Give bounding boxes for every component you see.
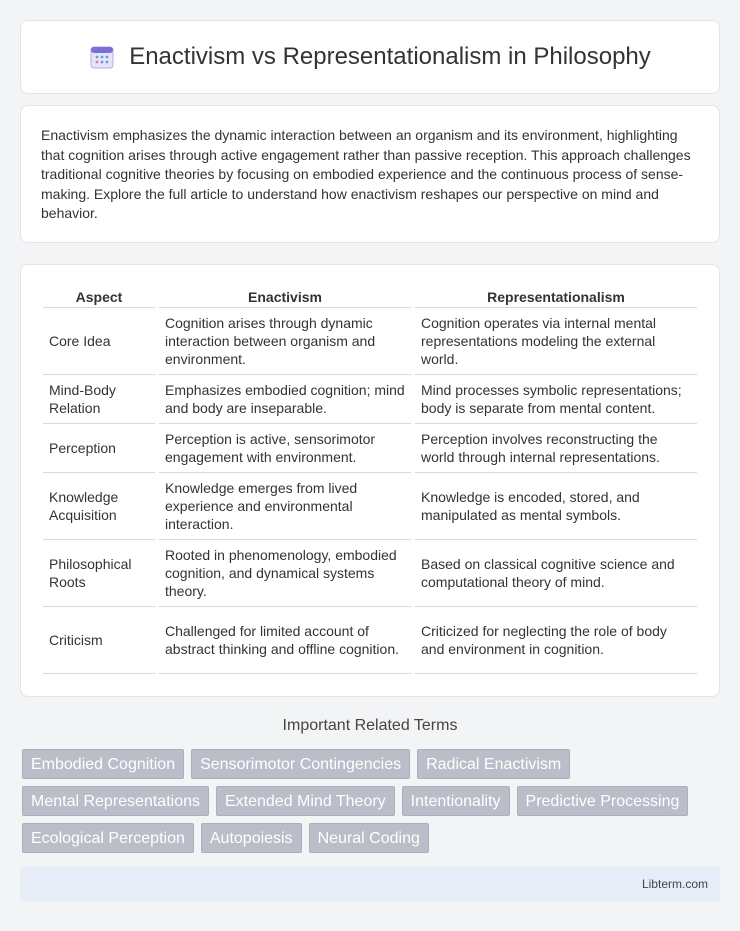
- tag-neural-coding[interactable]: Neural Coding: [309, 823, 429, 853]
- tag-embodied-cognition[interactable]: Embodied Cognition: [22, 749, 184, 779]
- table-row: [43, 473, 697, 540]
- tag-ecological-perception[interactable]: Ecological Perception: [22, 823, 194, 853]
- intro-text: Enactivism emphasizes the dynamic interaction between an organism and its environment, highlighting that cognition arises through active engagement rather than passive reception. This approach challenges traditional cognitive theories by focusing on embodied experience and the continuous process of sense-making. Explore the full article to understand how enactivism reshapes our perspective on mind and behavior.: [41, 127, 691, 221]
- comparison-table-card: [20, 264, 720, 697]
- footer: [20, 867, 720, 901]
- cell-representationalism: Criticized for neglecting the role of body and environment in cognition.: [415, 607, 697, 674]
- cell-aspect: Philosophical Roots: [43, 540, 155, 607]
- cell-aspect: Knowledge Acquisition: [43, 473, 155, 540]
- header-card: [20, 20, 720, 94]
- related-terms-tags: [22, 749, 722, 860]
- tag-sensorimotor-contingencies[interactable]: Sensorimotor Contingencies: [191, 749, 410, 779]
- header-aspect: Aspect: [43, 283, 155, 308]
- table-row: [43, 424, 697, 473]
- header-representationalism: Representationalism: [415, 283, 697, 308]
- tag-mental-representations[interactable]: Mental Representations: [22, 786, 209, 816]
- cell-representationalism: Cognition operates via internal mental representations modeling the external world.: [415, 308, 697, 375]
- cell-aspect: Core Idea: [43, 308, 155, 375]
- cell-aspect: Criticism: [43, 607, 155, 674]
- comparison-table: [39, 283, 701, 674]
- header-enactivism: Enactivism: [159, 283, 411, 308]
- cell-aspect: Mind-Body Relation: [43, 375, 155, 424]
- cell-enactivism: Emphasizes embodied cognition; mind and body are inseparable.: [159, 375, 411, 424]
- cell-representationalism: Knowledge is encoded, stored, and manipulated as mental symbols.: [415, 473, 697, 540]
- table-row: [43, 308, 697, 375]
- cell-enactivism: Knowledge emerges from lived experience and environmental interaction.: [159, 473, 411, 540]
- table-row: [43, 607, 697, 674]
- table-row: [43, 375, 697, 424]
- footer-brand-link[interactable]: Libterm.com: [641, 877, 708, 891]
- cell-aspect: Perception: [43, 424, 155, 473]
- cell-enactivism: Challenged for limited account of abstract thinking and offline cognition.: [159, 607, 411, 674]
- table-header-row: [43, 283, 697, 308]
- tag-predictive-processing[interactable]: Predictive Processing: [517, 786, 689, 816]
- tag-extended-mind-theory[interactable]: Extended Mind Theory: [216, 786, 395, 816]
- related-terms-title: Important Related Terms: [282, 717, 458, 734]
- tag-intentionality[interactable]: Intentionality: [402, 786, 510, 816]
- cell-enactivism: Rooted in phenomenology, embodied cognition, and dynamical systems theory.: [159, 540, 411, 607]
- cell-enactivism: Cognition arises through dynamic interaction between organism and environment.: [159, 308, 411, 375]
- cell-representationalism: Based on classical cognitive science and computational theory of mind.: [415, 540, 697, 607]
- intro-card: [20, 105, 720, 243]
- tag-radical-enactivism[interactable]: Radical Enactivism: [417, 749, 570, 779]
- table-row: [43, 540, 697, 607]
- cell-enactivism: Perception is active, sensorimotor engagement with environment.: [159, 424, 411, 473]
- calendar-icon: [89, 44, 115, 70]
- page-title: Enactivism vs Representationalism in Philosophy: [129, 43, 651, 70]
- cell-representationalism: Perception involves reconstructing the world through internal representations.: [415, 424, 697, 473]
- cell-representationalism: Mind processes symbolic representations; body is separate from mental content.: [415, 375, 697, 424]
- tag-autopoiesis[interactable]: Autopoiesis: [201, 823, 302, 853]
